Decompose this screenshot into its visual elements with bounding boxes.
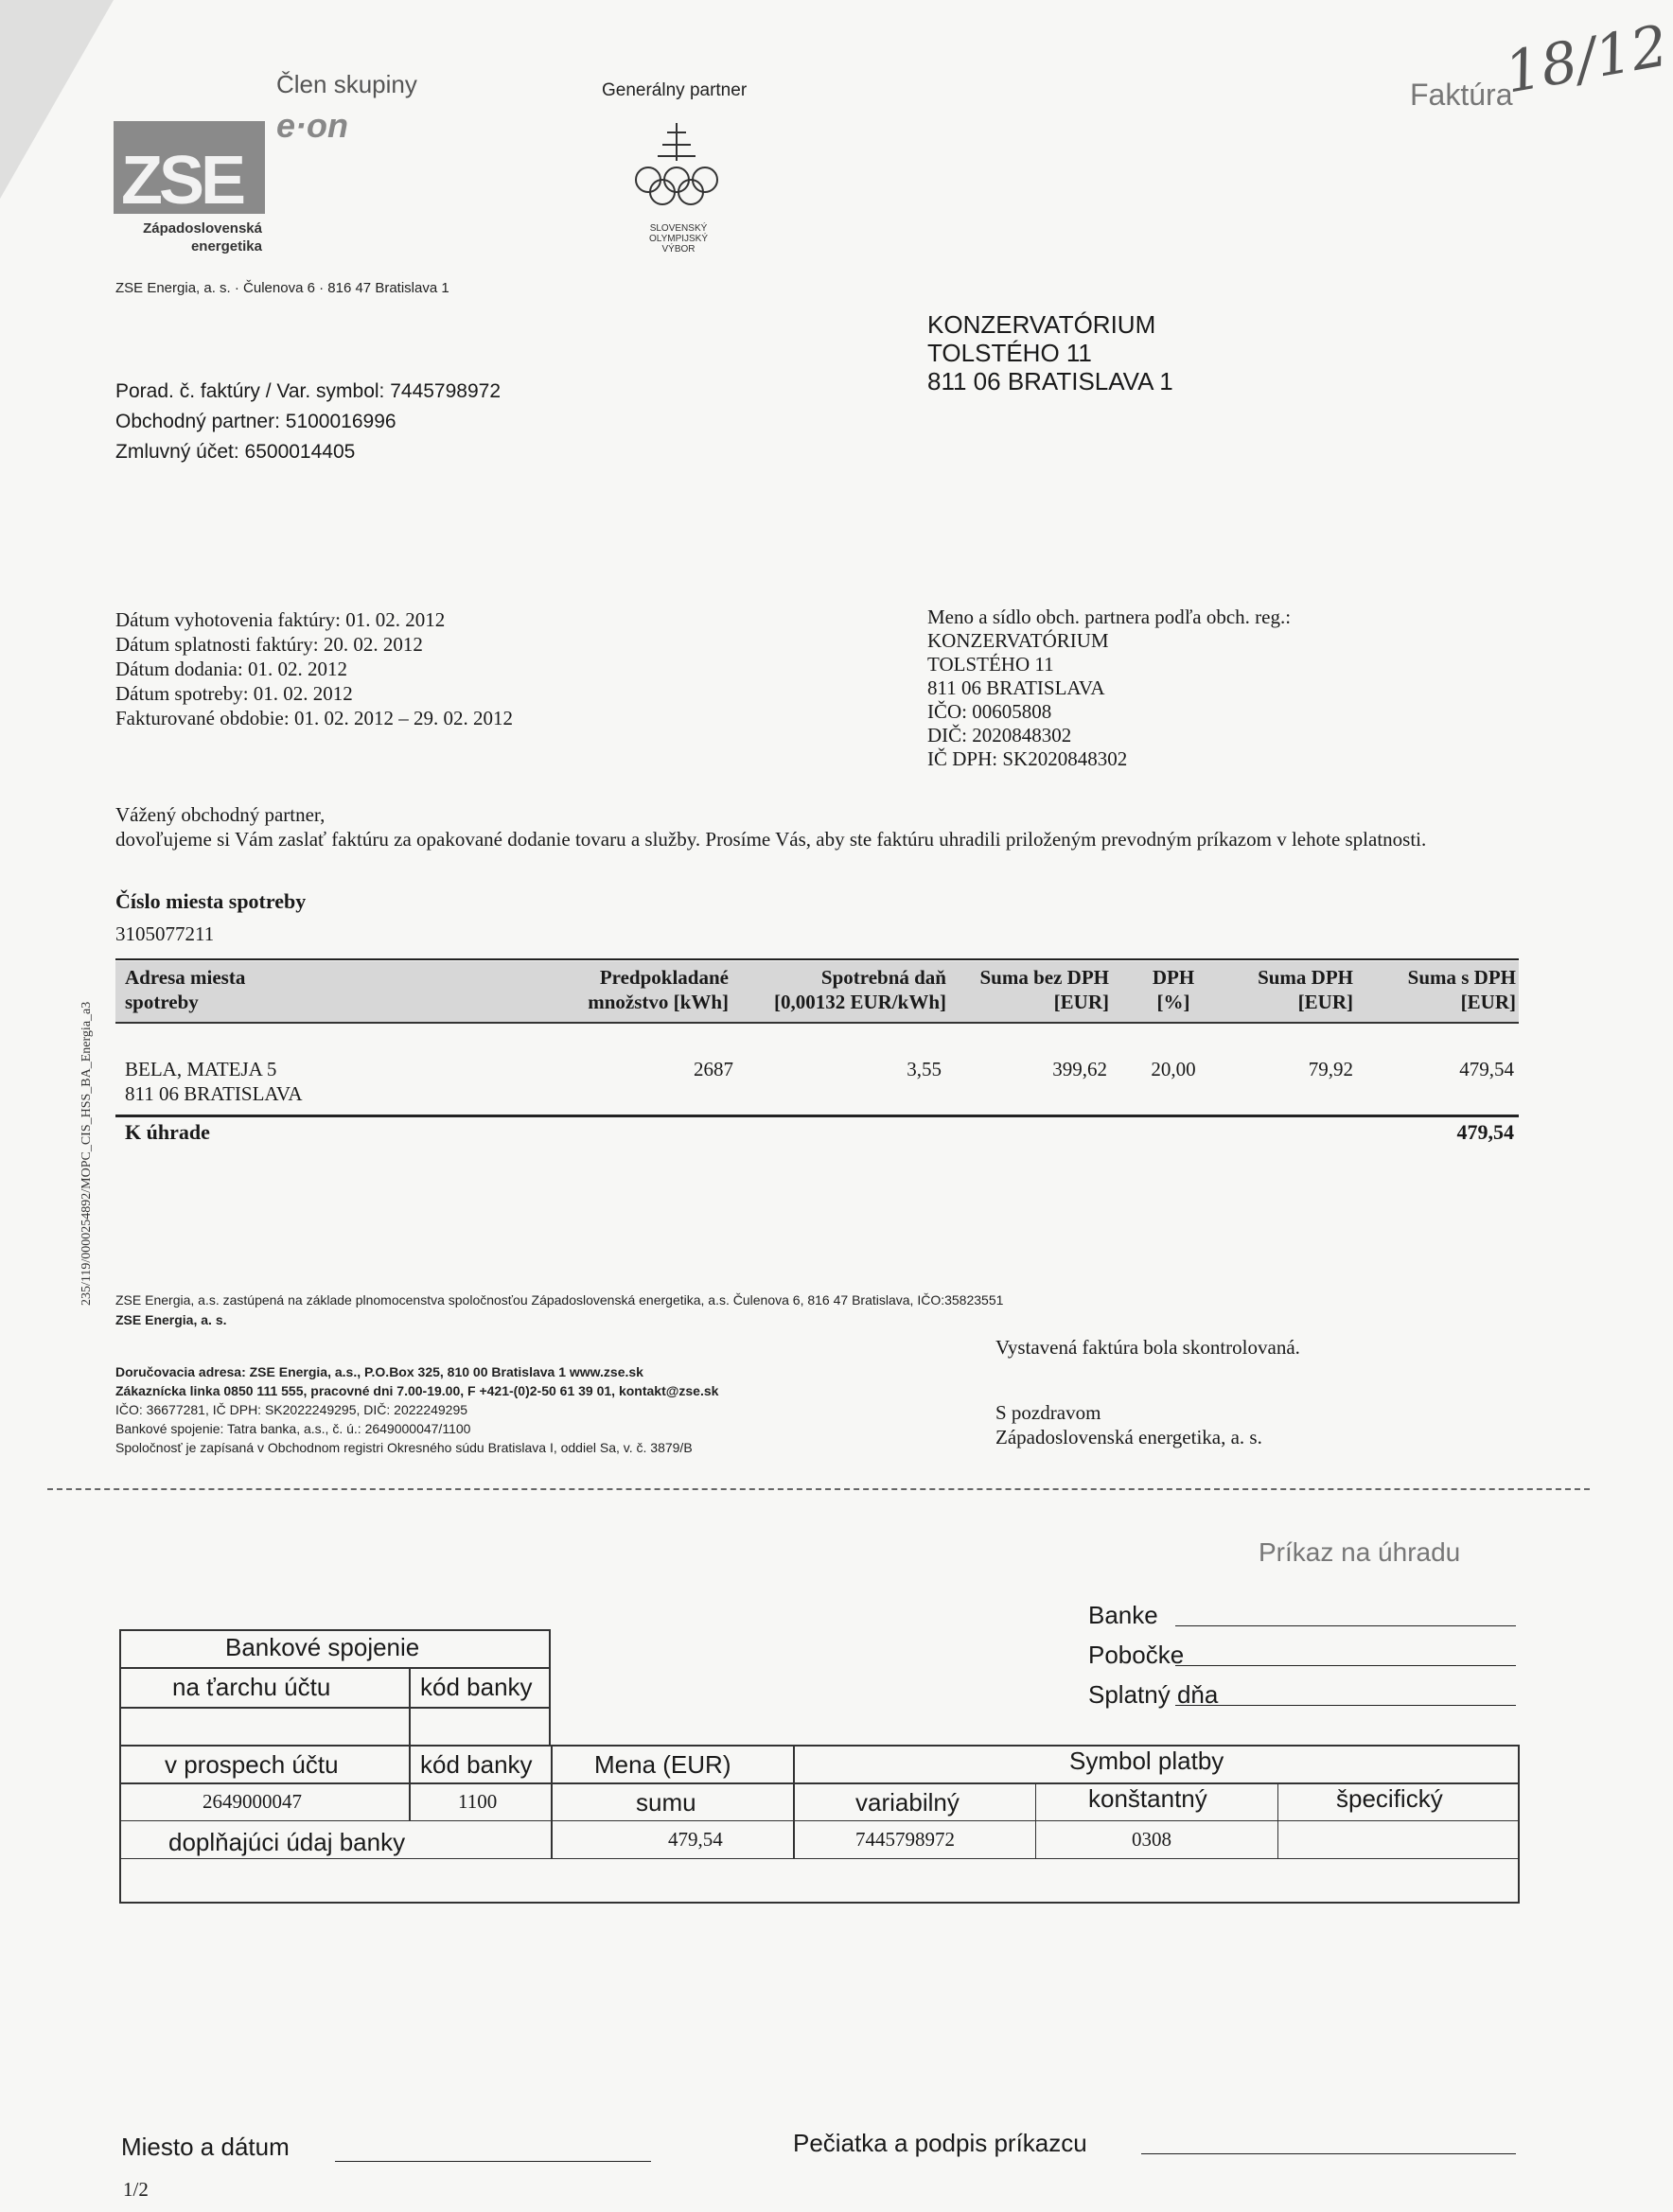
place-value: 3105077211 [115,922,215,945]
grid-rule [1277,1782,1278,1858]
grid-rule [409,1667,411,1747]
due-label: Splatný dňa [1088,1680,1219,1709]
cut-line [47,1488,1590,1490]
grid-rule [119,1667,551,1669]
constant-label: konštantný [1088,1784,1207,1813]
table-total-rule [115,1115,1519,1117]
recipient-line3: 811 06 BRATISLAVA 1 [927,367,1173,395]
credit-code-label: kód banky [420,1750,533,1779]
member-label: Člen skupiny [276,70,417,98]
variable-value: 7445798972 [855,1828,955,1851]
stamp-line [1141,2153,1516,2154]
table-top-rule [115,958,1519,960]
th-vatsum-2: [EUR] [1297,991,1353,1013]
contract-account: Zmluvný účet: 6500014405 [115,441,356,463]
place-heading: Číslo miesta spotreby [115,889,307,913]
partner-icdph: IČ DPH: SK2020848302 [927,747,1128,770]
branch-label: Pobočke [1088,1641,1185,1669]
th-vat [1136,965,1211,1014]
th-net-2: [EUR] [1053,991,1109,1013]
olympic-rings-icon [625,118,729,222]
handwritten-note: 18/12 [1500,12,1673,107]
th-excise-tax [738,965,946,1014]
partner-registration [927,606,1291,771]
th-gross-1: Suma s DPH [1407,966,1516,989]
regards-1: S pozdravom [995,1401,1101,1424]
billing-period: Fakturované obdobie: 01. 02. 2012 – 29. 02. 2012 [115,707,513,729]
th-net [948,965,1109,1014]
row-gross: 479,54 [1459,1058,1514,1080]
constant-value: 0308 [1132,1828,1171,1851]
th-vat-1: DPH [1152,966,1195,989]
th-tax-1: Spotrebná daň [820,966,946,989]
sender-line: ZSE Energia, a. s. · Čulenova 6 · 816 47 Bratislava 1 [115,280,449,296]
company-name-line2: energetika [190,238,262,255]
row-excise-tax: 3,55 [907,1058,942,1080]
grid-rule [551,1745,553,1858]
company-name [115,219,262,255]
partner-ico: IČO: 00605808 [927,700,1052,723]
row-net: 399,62 [1052,1058,1107,1080]
debit-account-label: na ťarchu účtu [172,1673,331,1701]
sok-caption [636,223,721,255]
th-vat-2: [%] [1156,991,1190,1013]
bank-line [1175,1625,1516,1626]
invoice-number: Porad. č. faktúry / Var. symbol: 7445798972 [115,380,502,402]
branch-line [1175,1665,1516,1666]
salutation: Vážený obchodný partner, [115,803,326,826]
footer-represented: ZSE Energia, a.s. zastúpená na základe plnomocenstva spoločnosťou Západoslovenská energetika, a.s. Čulenova 6, 816 47 Bratislava, IČO:35823551 [115,1292,1004,1308]
th-vatsum-1: Suma DPH [1258,966,1353,989]
document-type: Faktúra [1410,78,1513,112]
extra-info-label: doplňajúci údaj banky [168,1828,406,1856]
th-quantity [549,965,729,1014]
company-name-line1: Západoslovenská [143,220,262,237]
delivery-address: Doručovacia adresa: ZSE Energia, a.s., P.O.Box 325, 810 00 Bratislava 1 www.zse.sk [115,1364,643,1379]
footer-company [115,1290,1003,1330]
th-gross [1372,965,1516,1014]
place-date-line [335,2161,651,2162]
eon-logo: e·on [276,106,348,145]
invoice-dates [115,607,513,730]
th-net-1: Suma bez DPH [979,966,1109,989]
stamp-label: Pečiatka a podpis príkazcu [793,2129,1087,2157]
sok-line3: VÝBOR [661,244,696,255]
company-ids: IČO: 36677281, IČ DPH: SK2022249295, DIČ: 2022249295 [115,1402,468,1417]
date-delivery: Dátum dodania: 01. 02. 2012 [115,658,347,680]
partner-dic: DIČ: 2020848302 [927,724,1072,746]
th-address-2: spotreby [125,991,199,1013]
due-line [1175,1705,1516,1706]
folded-corner [0,0,114,199]
th-tax-2: [0,00132 EUR/kWh] [773,991,946,1013]
th-qty-1: Predpokladané [599,966,729,989]
row-vat-sum: 79,92 [1308,1058,1353,1080]
row-address-1: BELA, MATEJA 5 [125,1058,277,1080]
partner-street: TOLSTÉHO 11 [927,653,1054,676]
recipient-address [927,310,1173,395]
regards [995,1400,1262,1449]
sok-line2: OLYMPIJSKÝ [648,234,709,244]
total-label: K úhrade [125,1120,210,1144]
zse-logo-letters: ZSE [121,143,243,219]
credit-account-value: 2649000047 [203,1790,302,1813]
date-due: Dátum splatnosti faktúry: 20. 02. 2012 [115,633,423,656]
footer-company-name: ZSE Energia, a. s. [115,1312,227,1327]
hotline: Zákaznícka linka 0850 111 555, pracovné dni 7.00-19.00, F +421-(0)2-50 61 39 01, kontakt@zse.sk [115,1383,719,1398]
row-address-2: 811 06 BRATISLAVA [125,1082,303,1105]
checked-note: Vystavená faktúra bola skontrolovaná. [995,1336,1300,1359]
place-date-label: Miesto a dátum [121,2133,290,2161]
total-value: 479,54 [1456,1120,1514,1144]
th-gross-2: [EUR] [1460,991,1516,1013]
company-register: Spoločnosť je zapísaná v Obchodnom registri Okresného súdu Bratislava I, oddiel Sa, v. č. 3879/B [115,1440,693,1455]
currency-label: Mena (EUR) [594,1750,731,1779]
greeting-body: dovoľujeme si Vám zaslať faktúru za opakované dodanie tovaru a služby. Prosíme Vás, aby ste faktúru uhradili priloženým prevodným príkazom v lehote splatnosti. [115,828,1427,851]
grid-rule [119,1707,551,1709]
company-bank: Bankové spojenie: Tatra banka, a.s., č. ú.: 2649000047/1100 [115,1421,471,1436]
partner-name: KONZERVATÓRIUM [927,629,1109,652]
sok-line1: SLOVENSKÝ [649,223,708,234]
th-qty-2: množstvo [kWh] [588,991,729,1013]
grid-rule [409,1745,411,1820]
partner-city: 811 06 BRATISLAVA [927,676,1105,699]
invoice-references [115,377,501,467]
sum-value: 479,54 [668,1828,723,1851]
bank-conn-label: Bankové spojenie [225,1633,420,1661]
row-quantity: 2687 [694,1058,733,1080]
specific-label: špecifický [1336,1784,1443,1813]
date-consumption: Dátum spotreby: 01. 02. 2012 [115,682,353,705]
table-row-address [125,1057,302,1106]
greeting [115,802,1516,851]
side-code: 235/119/0000254892/MOPC_CIS_HSS_BA_Energia_a3 [79,1001,94,1306]
footer-contact [115,1362,718,1457]
recipient-line2: TOLSTÉHO 11 [927,339,1092,367]
grid-rule [119,1858,1520,1859]
grid-rule [793,1745,795,1858]
credit-account-label: v prospech účtu [165,1750,339,1779]
general-partner-label: Generálny partner [602,80,748,100]
bank-label: Banke [1088,1601,1158,1629]
date-issued: Dátum vyhotovenia faktúry: 01. 02. 2012 [115,608,446,631]
row-vat: 20,00 [1151,1058,1196,1080]
partner-heading: Meno a sídlo obch. partnera podľa obch. reg.: [927,606,1292,628]
grid-rule [119,1820,1520,1821]
regards-2: Západoslovenská energetika, a. s. [995,1426,1262,1448]
grid-rule [1035,1782,1036,1858]
symbol-label: Symbol platby [1069,1747,1224,1775]
partner-number: Obchodný partner: 5100016996 [115,411,396,432]
debit-code-label: kód banky [420,1673,533,1701]
variable-label: variabilný [855,1788,960,1817]
credit-code-value: 1100 [458,1790,498,1813]
sum-label: sumu [636,1788,696,1817]
grid-rule [119,1782,1520,1784]
page-number: 1/2 [123,2178,149,2201]
th-address-1: Adresa miesta [125,966,246,989]
th-address [125,965,245,1014]
recipient-line1: KONZERVATÓRIUM [927,310,1156,339]
th-vat-sum [1221,965,1353,1014]
payment-order-title: Príkaz na úhradu [1259,1537,1461,1567]
